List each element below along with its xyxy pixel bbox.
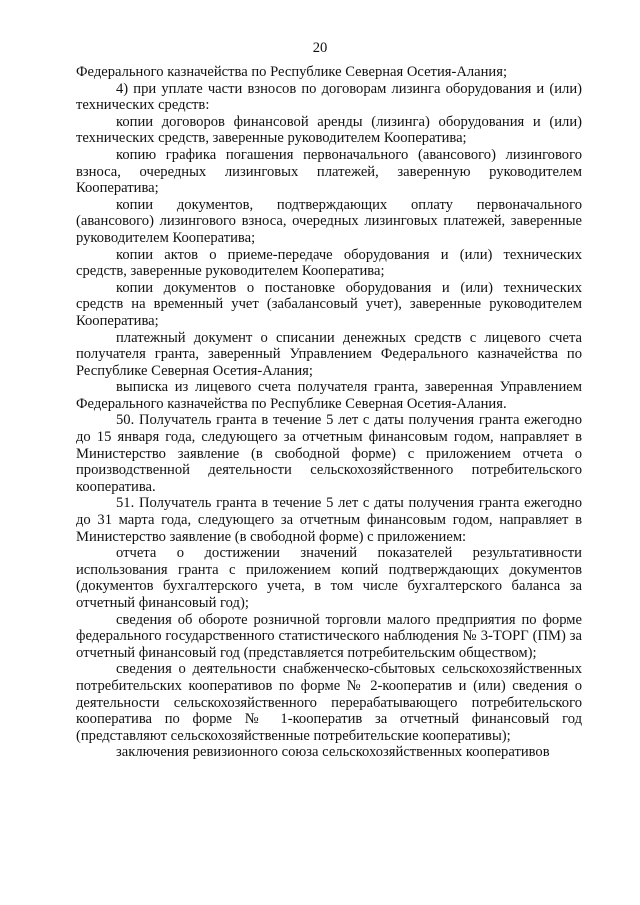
paragraph: копии актов о приеме-передаче оборудования и (или) технических средств, заверенные руководителем Кооператива; <box>76 246 582 280</box>
paragraph: сведения об обороте розничной торговли малого предприятия по форме федерального государственного статистического наблюдения № 3-ТОРГ (ПМ) за отчетный финансовый год (представляется потребительским обществом); <box>76 611 582 661</box>
page-number: 20 <box>312 40 328 56</box>
paragraph: копии документов, подтверждающих оплату первоначального (авансового) лизингового взноса, очередных лизинговых платежей, заверенные руководителем Кооператива; <box>76 196 582 246</box>
paragraph: выписка из лицевого счета получателя гранта, заверенная Управлением Федерального казначейства по Республике Северная Осетия-Алания. <box>76 379 582 412</box>
paragraph: платежный документ о списании денежных средств с лицевого счета получателя гранта, заверенный Управлением Федерального казначейства по Республике Северная Осетия-Алания; <box>76 329 582 379</box>
paragraph: сведения о деятельности снабженческо-сбытовых сельскохозяйственных потребительских кооперативов по форме № 2-кооператив и (или) сведения о деятельности сельскохозяйственного перерабатывающего потребительского кооператива по форме № 1-кооператив за отчетный финансовый год (представляют сельскохозяйственные потребительские кооперативы); <box>76 661 582 744</box>
document-body <box>76 64 582 761</box>
paragraph: заключения ревизионного союза сельскохозяйственных кооперативов <box>116 744 550 761</box>
paragraph: 4) при уплате части взносов по договорам лизинга оборудования и (или) технических средств: <box>76 80 582 114</box>
paragraph: копию графика погашения первоначального (авансового) лизингового взноса, очередных лизинговых платежей, заверенную руководителем Кооператива; <box>76 146 582 197</box>
paragraph: Федерального казначейства по Республике Северная Осетия-Алания; <box>76 64 508 80</box>
paragraph: отчета о достижении значений показателей результативности использования гранта с приложением копий подтверждающих документов (документов бухгалтерского учета, в том числе бухгалтерского баланса за отчетный финансовый год); <box>76 545 582 611</box>
paragraph: 50. Получатель гранта в течение 5 лет с даты получения гранта ежегодно до 15 января года, следующего за отчетным финансовым годом, направляет в Министерство заявление (в свободной форме) с приложением отчета о производственной деятельности сельскохозяйственного потребительского кооператива. <box>76 412 582 495</box>
paragraph: копии договоров финансовой аренды (лизинга) оборудования и (или) технических средств, заверенные руководителем Кооператива; <box>76 113 582 147</box>
paragraph: копии документов о постановке оборудования и (или) технических средств на временный учет (забалансовый учет), заверенные руководителем Кооператива; <box>76 279 582 329</box>
paragraph: 51. Получатель гранта в течение 5 лет с даты получения гранта ежегодно до 31 марта года, следующего за отчетным финансовым годом, направляет в Министерство заявление (в свободной форме) с приложением: <box>76 495 582 545</box>
